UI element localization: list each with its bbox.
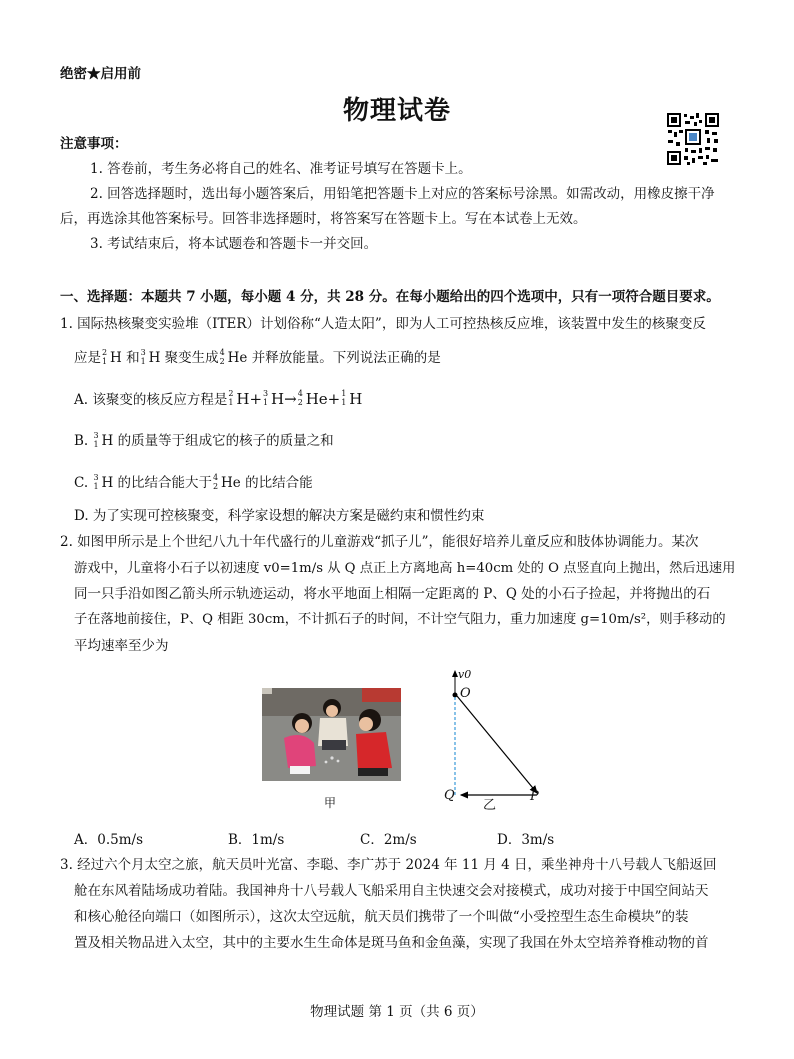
notice-heading: 注意事项： [60,136,128,152]
children-game-photo [262,688,401,781]
notice-item-3: 3. 考试结束后，将本试题卷和答题卡一并交回。 [90,236,378,252]
isotope-notation: 4 2 [219,348,225,366]
section-heading: 一、选择题：本题共 7 小题，每小题 4 分，共 28 分。在每小题给出的四个选项中，只有一项符合题目要求。 [60,289,720,305]
q2-stem-line-4: 子在落地前接住，P、Q 相距 30cm，不计抓石子的时间，不计空气阻力，重力加速度 g=10m/s²，则手移动的 [74,612,726,627]
point-o [453,693,458,698]
q2-stem-line-3: 同一只手沿如图乙箭头所示轨迹运动，将水平地面上相隔一定距离的 P、Q 处的小石子捡起，并将抛出的石 [74,586,711,602]
q2-stem-line-5: 平均速率至少为 [74,638,169,654]
q2-option-d: D．3m/s [497,832,555,848]
isotope-notation: 3 1 [140,348,146,366]
page-footer: 物理试题 第 1 页（共 6 页） [310,1004,484,1020]
q2-stem-line-1: 2. 如图甲所示是上个世纪八九十年代盛行的儿童游戏“抓子儿”，能很好培养儿童反应和肢体协调能力。某次 [60,534,699,550]
label-q: Q [444,788,455,803]
q1-option-a: A. 该聚变的核反应方程是 2 1 H+ 3 1 H→ 4 2 He+ 1 1 H [74,389,363,408]
notice-item-2a: 2. 回答选择题时，选出每小题答案后，用铅笔把答题卡上对应的答案标号涂黑。如需改动，用橡皮擦干净 [90,186,715,202]
isotope-notation: 2 1 [102,348,108,366]
label-o: O [460,686,471,701]
q2-option-c: C．2m/s [360,832,417,848]
notice-item-2b: 后，再选涂其他答案标号。回答非选择题时，将答案写在答题卡上。写在本试卷上无效。 [60,211,587,227]
page-title: 物理试卷 [342,96,451,126]
q2-stem-line-2: 游戏中，儿童将小石子以初速度 v0=1m/s 从 Q 点正上方离地高 h=40cm 处的 O 点竖直向上抛出，然后迅速用 [74,561,736,576]
q3-stem-line-4: 置及相关物品进入太空，其中的主要水生生命体是斑马鱼和金鱼藻，实现了我国在外太空培养脊椎动物的首 [74,935,709,951]
confidential-label: 绝密★启用前 [60,66,141,82]
figure-jia-label: 甲 [324,796,337,810]
q2-option-a: A．0.5m/s [74,832,143,848]
q3-stem-line-1: 3. 经过六个月太空之旅，航天员叶光富、李聪、李广苏于 2024 年 11 月 4 日，乘坐神舟十八号载人飞船返回 [60,857,717,873]
q1-stem-line-2: 应是 2 1 H 和 3 1 H 聚变生成 4 2 He 并释放能量。下列说法正确的是 [74,348,441,366]
q1-stem-line-1: 1. 国际热核聚变实验堆（ITER）计划俗称“人造太阳”，即为人工可控热核反应堆，该装置中发生的核聚变反 [60,316,706,332]
q2-option-b: B．1m/s [228,832,285,848]
notice-item-1: 1. 答卷前，考生务必将自己的姓名、准考证号填写在答题卡上。 [90,161,472,177]
label-v0: v0 [458,668,472,681]
q3-stem-line-2: 舱在东风着陆场成功着陆。我国神舟十八号载人飞船采用自主快速交会对接模式，成功对接于中国空间站天 [74,883,709,899]
q3-stem-line-3: 和核心舱径向端口（如图所示），这次太空远航，航天员们携带了一个叫做“小受控型生态生命模块”的装 [74,909,689,925]
qr-code-icon [665,111,721,167]
label-p: P [530,789,539,804]
q1-option-c: C. 3 1 H 的比结合能大于 4 2 He 的比结合能 [74,473,313,491]
q1-option-b: B. 3 1 H 的质量等于组成它的核子的质量之和 [74,431,334,449]
figure-yi-label: 乙 [483,798,497,813]
q1-option-d: D. 为了实现可控核聚变，科学家设想的解决方案是磁约束和惯性约束 [74,508,485,524]
path-o-to-p [457,696,537,793]
